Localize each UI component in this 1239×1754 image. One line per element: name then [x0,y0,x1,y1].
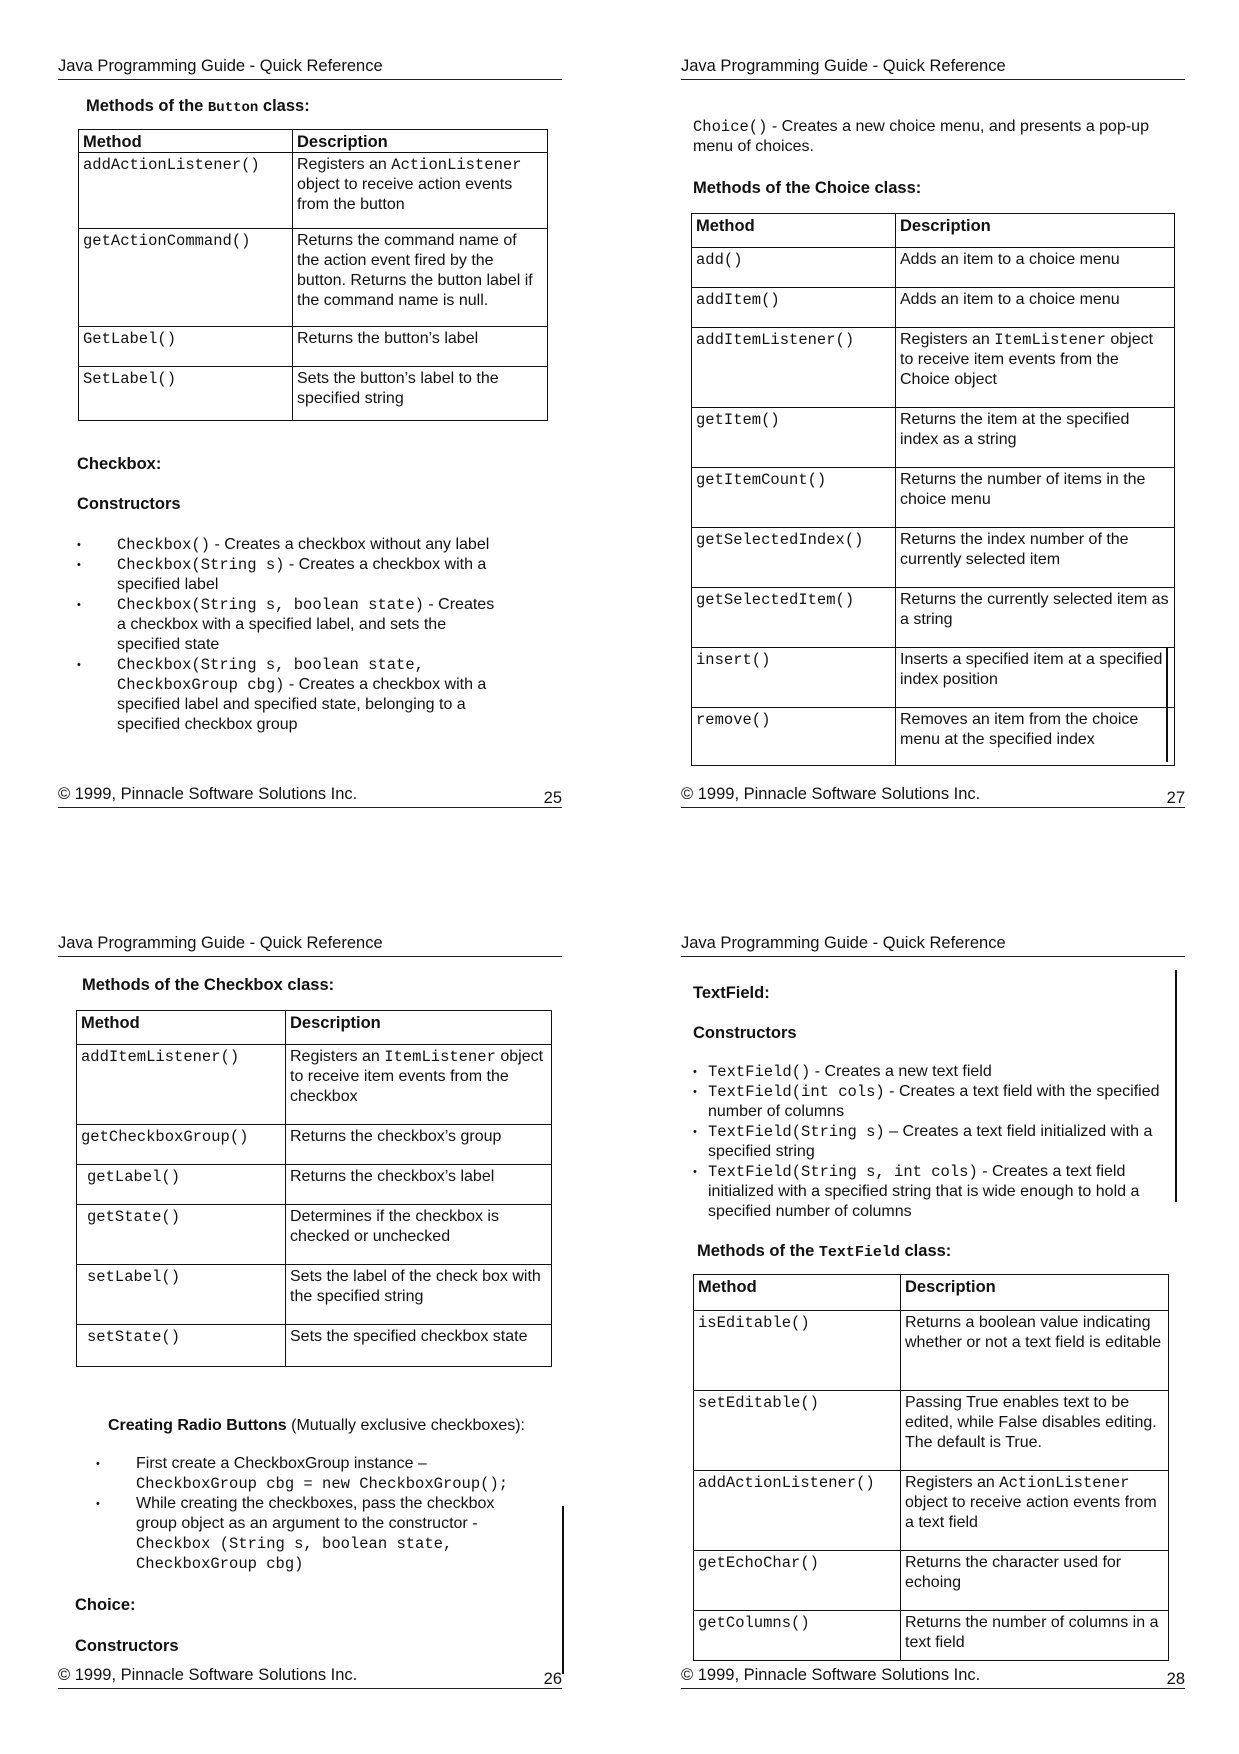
button-methods-heading: Methods of the Button class: [86,97,310,116]
method-cell: isEditable() [694,1311,901,1391]
checkbox-constructors-list [77,535,507,735]
page-25 [58,57,562,827]
radio-steps-list [96,1454,536,1574]
column-header-description: Description [901,1275,1169,1311]
page-footer: © 1999, Pinnacle Software Solutions Inc. 28 [681,1666,1185,1688]
method-cell: setLabel() [77,1265,286,1325]
table-header-row [694,1275,1169,1311]
description-cell: Adds an item to a choice menu [896,248,1175,288]
table-row [694,1471,1169,1551]
method-cell: remove() [692,708,896,766]
radio-buttons-heading: Creating Radio Buttons (Mutually exclusive checkboxes): [108,1417,525,1434]
list-item: • While creating the checkboxes, pass the checkbox group object as an argument to the constructor - Checkbox (String s, boolean state, CheckboxGroup cbg) [96,1494,536,1574]
table-row [694,1311,1169,1391]
table-row [692,588,1175,648]
description-cell: Registers an ItemListener object to receive item events from the Choice object [896,328,1175,408]
method-cell: addItemListener() [692,328,896,408]
description-cell: Determines if the checkbox is checked or unchecked [286,1205,552,1265]
table-row [692,288,1175,328]
table-row [79,367,548,421]
page-footer: © 1999, Pinnacle Software Solutions Inc. 26 [58,1666,562,1688]
page-footer: © 1999, Pinnacle Software Solutions Inc. 25 [58,785,562,807]
page-number: 27 [1166,789,1185,807]
method-cell: addActionListener() [694,1471,901,1551]
method-cell: addItem() [692,288,896,328]
table-row [692,328,1175,408]
column-header-method: Method [79,130,293,153]
textfield-methods-table [693,1274,1169,1661]
table-row [77,1125,552,1165]
choice-methods-table [691,213,1175,766]
table-row [692,528,1175,588]
change-bar [1175,970,1177,1202]
list-item: • TextField(String s, int cols) - Creates a text field initialized with a specified string that is wide enough to hold a specified number of columns [693,1162,1163,1222]
page-27 [681,57,1185,827]
change-bar [562,1506,564,1674]
description-cell: Returns the item at the specified index as a string [896,408,1175,468]
description-cell: Passing True enables text to be edited, while False disables editing. The default is True. [901,1391,1169,1471]
table-header-row [79,130,548,153]
page-header: Java Programming Guide - Quick Reference [58,57,562,80]
page-number: 26 [543,1670,562,1688]
description-cell: Sets the button’s label to the specified string [293,367,548,421]
list-item: • TextField() - Creates a new text field [693,1062,1163,1082]
method-cell: insert() [692,648,896,708]
description-cell: Returns the button’s label [293,327,548,367]
table-row [77,1045,552,1125]
description-cell: Returns the checkbox’s group [286,1125,552,1165]
table-row [79,153,548,229]
page-number: 28 [1166,1670,1185,1688]
table-row [692,648,1175,708]
description-cell: Returns a boolean value indicating whether or not a text field is editable [901,1311,1169,1391]
description-cell: Returns the index number of the currently selected item [896,528,1175,588]
method-cell: getSelectedItem() [692,588,896,648]
table-row [694,1551,1169,1611]
table-row [77,1265,552,1325]
method-cell: getActionCommand() [79,229,293,327]
description-cell: Returns the checkbox’s label [286,1165,552,1205]
constructors-heading: Constructors [693,1024,797,1042]
constructors-heading: Constructors [75,1637,179,1655]
column-header-description: Description [286,1011,552,1045]
table-row [692,408,1175,468]
column-header-method: Method [77,1011,286,1045]
checkbox-heading: Checkbox: [77,455,162,473]
page-26 [58,934,562,1704]
method-cell: getLabel() [77,1165,286,1205]
list-item: • TextField(String s) – Creates a text field initialized with a specified string [693,1122,1163,1162]
table-header-row [692,214,1175,248]
table-row [79,229,548,327]
method-cell: getCheckboxGroup() [77,1125,286,1165]
table-row [694,1611,1169,1661]
constructors-heading: Constructors [77,495,181,513]
description-cell: Returns the currently selected item as a string [896,588,1175,648]
list-item: • Checkbox(String s, boolean state, CheckboxGroup cbg) - Creates a checkbox with a specified label and specified state, belonging to a specified checkbox group [77,655,507,735]
choice-methods-heading: Methods of the Choice class: [693,179,922,197]
description-cell: Registers an ActionListener object to receive action events from a text field [901,1471,1169,1551]
description-cell: Returns the character used for echoing [901,1551,1169,1611]
table-row [692,468,1175,528]
method-cell: setState() [77,1325,286,1367]
column-header-method: Method [694,1275,901,1311]
column-header-description: Description [293,130,548,153]
button-methods-table [78,129,548,421]
table-row [77,1205,552,1265]
table-row [77,1325,552,1367]
textfield-heading: TextField: [693,984,770,1002]
page-header: Java Programming Guide - Quick Reference [681,934,1185,957]
checkbox-methods-heading: Methods of the Checkbox class: [82,976,335,994]
page-header: Java Programming Guide - Quick Reference [681,57,1185,80]
description-cell: Sets the label of the check box with the specified string [286,1265,552,1325]
method-cell: getEchoChar() [694,1551,901,1611]
description-cell: Adds an item to a choice menu [896,288,1175,328]
method-cell: GetLabel() [79,327,293,367]
list-item: • First create a CheckboxGroup instance – CheckboxGroup cbg = new CheckboxGroup(); [96,1454,536,1494]
page-number: 25 [543,789,562,807]
method-cell: setEditable() [694,1391,901,1471]
description-cell: Inserts a specified item at a specified index position [896,648,1175,708]
checkbox-methods-table [76,1010,552,1367]
method-cell: getItem() [692,408,896,468]
choice-constructor-intro: Choice() - Creates a new choice menu, and presents a pop-up menu of choices. [693,118,1149,155]
method-cell: add() [692,248,896,288]
column-header-description: Description [896,214,1175,248]
description-cell: Removes an item from the choice menu at the specified index [896,708,1175,766]
change-bar [1166,647,1168,762]
method-cell: getItemCount() [692,468,896,528]
list-item: • Checkbox(String s) - Creates a checkbox with a specified label [77,555,507,595]
page-header: Java Programming Guide - Quick Reference [58,934,562,957]
description-cell: Returns the command name of the action event fired by the button. Returns the button label if the command name is null. [293,229,548,327]
table-header-row [77,1011,552,1045]
description-cell: Returns the number of items in the choice menu [896,468,1175,528]
method-cell: addItemListener() [77,1045,286,1125]
table-row [694,1391,1169,1471]
textfield-methods-heading: Methods of the TextField class: [697,1242,952,1261]
table-row [79,327,548,367]
table-row [77,1165,552,1205]
table-row [692,708,1175,766]
method-cell: addActionListener() [79,153,293,229]
method-cell: getSelectedIndex() [692,528,896,588]
table-row [692,248,1175,288]
description-cell: Registers an ItemListener object to receive item events from the checkbox [286,1045,552,1125]
choice-heading: Choice: [75,1596,136,1614]
method-cell: getColumns() [694,1611,901,1661]
list-item: • Checkbox(String s, boolean state) - Creates a checkbox with a specified label, and sets the specified state [77,595,507,655]
textfield-constructors-list [693,1062,1163,1222]
description-cell: Sets the specified checkbox state [286,1325,552,1367]
method-cell: SetLabel() [79,367,293,421]
description-cell: Returns the number of columns in a text field [901,1611,1169,1661]
page-28 [681,934,1185,1704]
list-item: • Checkbox() - Creates a checkbox without any label [77,535,507,555]
column-header-method: Method [692,214,896,248]
method-cell: getState() [77,1205,286,1265]
page-footer: © 1999, Pinnacle Software Solutions Inc. 27 [681,785,1185,807]
list-item: • TextField(int cols) - Creates a text field with the specified number of columns [693,1082,1163,1122]
description-cell: Registers an ActionListener object to receive action events from the button [293,153,548,229]
